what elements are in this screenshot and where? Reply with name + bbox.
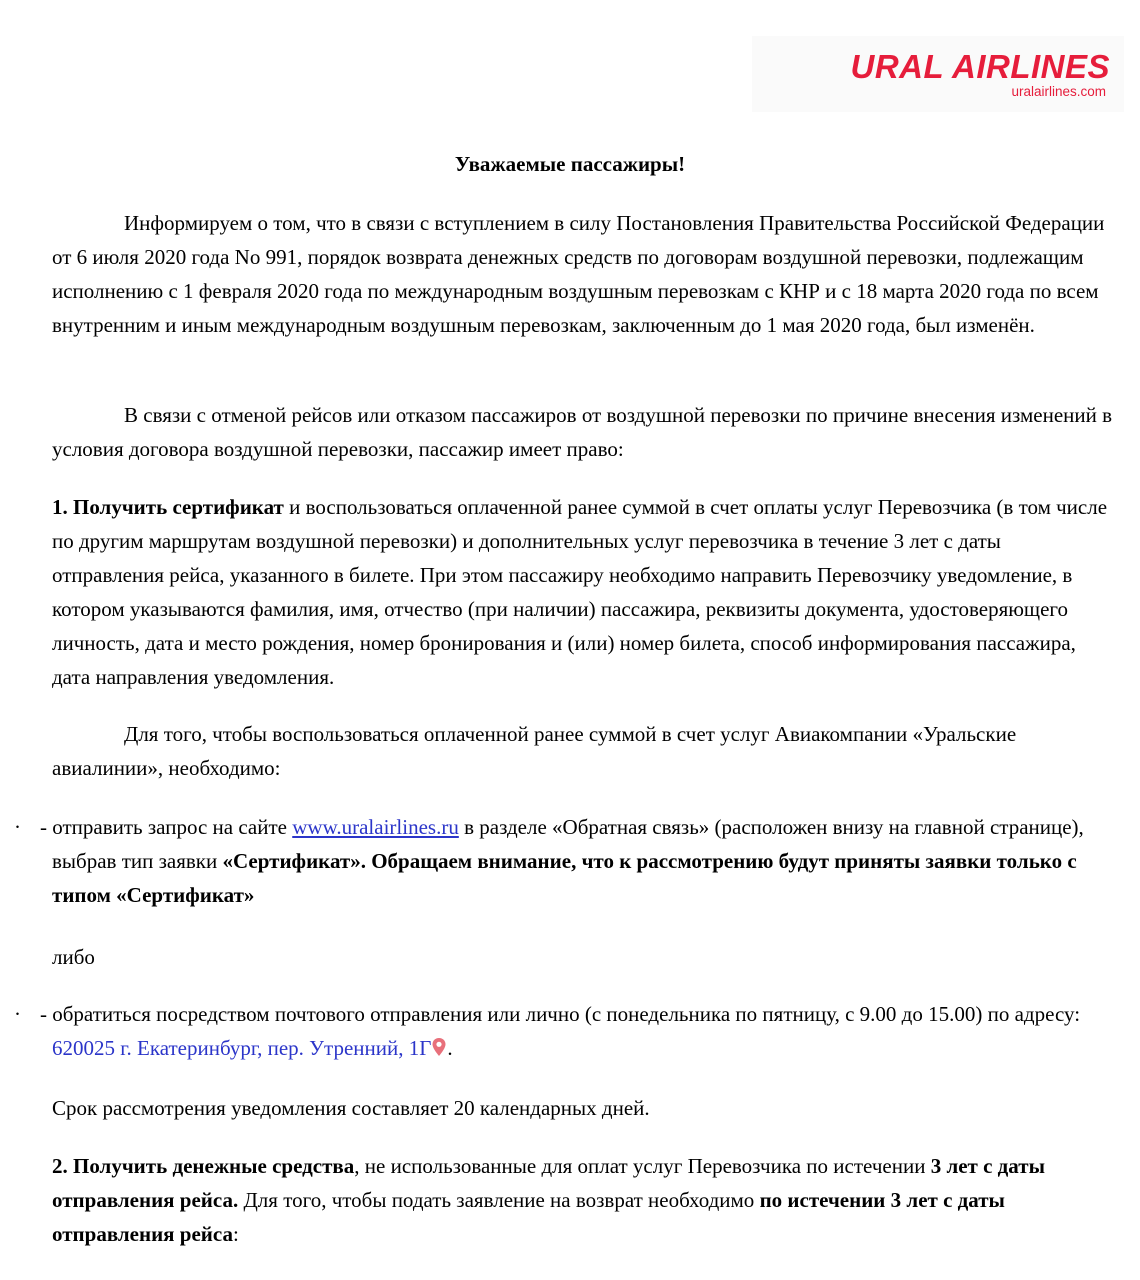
website-link[interactable]: www.uralairlines.ru xyxy=(292,815,459,839)
address-link[interactable]: 620025 г. Екатеринбург, пер. Утренний, 1Г xyxy=(52,1036,432,1060)
term-paragraph: Срок рассмотрения уведомления составляет 20 календарных дней. xyxy=(52,1096,650,1120)
bullet-mail-end: . xyxy=(447,1036,453,1060)
option-refund-bold-3: по истечении 3 лет с даты отправления рейса xyxy=(52,1188,1005,1246)
bullet-dot: · xyxy=(14,815,21,839)
bullet-mail-text: - обратиться посредством почтового отправления или лично (с понедельника по пятницу, с 9.00 до 15.00) по адресу: xyxy=(40,1002,1081,1026)
rights-paragraph: В связи с отменой рейсов или отказом пассажиров от воздушной перевозки по причине внесения изменений в условия договора воздушной перевозки, пассажир имеет право: xyxy=(52,403,1113,461)
page-title: Уважаемые пассажиры! xyxy=(454,152,686,176)
bullet-website-text-2: в разделе «Обратная связь» (расположен внизу на главной странице), выбрав тип заявки xyxy=(52,815,1084,873)
option-refund-text-1: , не использованные для оплат услуг Перевозчика по истечении xyxy=(354,1154,931,1178)
option-refund-text-2: Для того, чтобы подать заявление на возврат необходимо xyxy=(238,1188,760,1212)
bullet-website-notice: «Сертификат». Обращаем внимание, что к рассмотрению будут приняты заявки только с типом «Сертификат» xyxy=(52,849,1077,907)
logo-site: uralairlines.com xyxy=(1011,84,1106,99)
or-text: либо xyxy=(52,945,95,969)
map-pin-icon xyxy=(431,1037,447,1057)
option-refund-title: 2. Получить денежные средства xyxy=(52,1154,355,1178)
bullet-dot: · xyxy=(14,1002,21,1026)
option-certificate-paragraph xyxy=(52,490,1118,694)
bullet-website-text: - отправить запрос на сайте xyxy=(40,815,293,839)
bullet-website xyxy=(40,810,1118,912)
bullet-mail xyxy=(40,997,1118,1065)
intro-paragraph: Информируем о том, что в связи с вступлением в силу Постановления Правительства Российской Федерации от 6 июля 2020 года No 991, порядок возврата денежных средств по договорам воздушной перевозки, подлежащим исполнению с 1 февраля 2020 года по международным воздушным перевозкам с КНР и с 18 марта 2020 года по всем внутренним и иным международным воздушным перевозкам, заключенным до 1 мая 2020 года, был изменён. xyxy=(52,211,1105,337)
airline-logo xyxy=(752,36,1124,112)
option-certificate-title: 1. Получить сертификат xyxy=(52,495,284,519)
option-refund-bold-2: 3 лет с даты отправления рейса. xyxy=(52,1154,1045,1212)
option-refund-text-3: : xyxy=(232,1222,239,1246)
option-refund-paragraph xyxy=(52,1149,1118,1251)
logo-name: URAL AIRLINES xyxy=(850,48,1110,85)
option-certificate-text: и воспользоваться оплаченной ранее суммой в счет оплаты услуг Перевозчика (в том числе по другим маршрутам воздушной перевозки) и дополнительных услуг перевозчика в течение 3 лет с даты отправления рейса, указанного в билете. При этом пассажиру необходимо направить Перевозчику уведомление, в котором указываются фамилия, имя, отчество (при наличии) пассажира, реквизиты документа, удостоверяющего личность, дата и место рождения, номер бронирования и (или) номер билета, способ информирования пассажира, дата направления уведомления. xyxy=(52,495,1108,689)
howto-paragraph: Для того, чтобы воспользоваться оплаченной ранее суммой в счет услуг Авиакомпании «Уральские авиалинии», необходимо: xyxy=(52,722,1017,780)
